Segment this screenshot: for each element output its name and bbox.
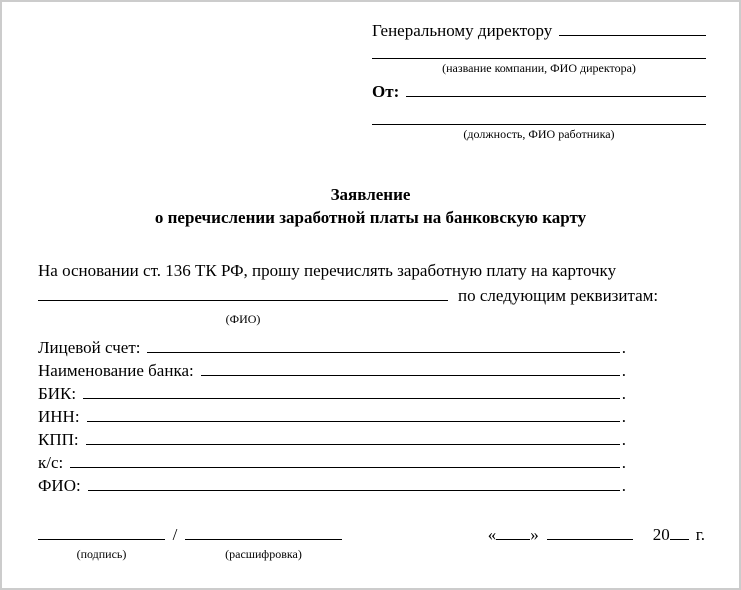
director-name-line [559,35,706,36]
field-row-bik [38,382,626,405]
recipient-from-row [372,76,706,108]
signature-row [38,524,342,546]
bank-name-label: Наименование банка: [38,361,194,380]
body-after-blank: по следующим реквизитам: [458,286,659,305]
fio-blank-line [38,300,448,301]
field-row-kpp [38,428,626,451]
kpp-line [86,444,620,445]
day-line [496,539,530,540]
bik-label: БИК: [38,384,77,403]
signature-captions-row [38,546,342,562]
title-line1: Заявление [330,185,411,204]
bik-suffix: . [621,384,626,403]
from-name-line [406,96,706,97]
fio-suffix: . [621,476,626,495]
transcript-caption: (расшифровка) [225,547,302,561]
bank-name-line [201,375,620,376]
document-title [2,183,739,229]
year-line [670,539,689,540]
ks-line [70,467,619,468]
employee-caption: (должность, ФИО работника) [463,127,615,141]
field-row-ks [38,451,626,474]
requisites-fields [38,336,626,497]
fio-label: ФИО: [38,476,81,495]
inn-suffix: . [621,407,626,426]
month-line [547,539,633,540]
date-block [488,524,705,546]
company-name-line [372,46,706,59]
field-row-inn [38,405,626,428]
signature-block [38,524,342,562]
inn-line [87,421,620,422]
year-prefix: 20 [652,525,670,544]
field-row-account [38,336,626,359]
field-row-fio [38,474,626,497]
body-intro: На основании ст. 136 ТК РФ, прошу перечислять заработную плату на карточку [38,261,617,280]
title-line2: о перечислении заработной платы на банковскую карту [154,208,587,227]
date-open-quote: « [487,525,497,544]
bank-name-suffix: . [621,361,626,380]
company-caption: (название компании, ФИО директора) [442,61,636,75]
inn-label: ИНН: [38,407,80,426]
bik-line [83,398,620,399]
recipient-to-row [372,16,706,46]
account-suffix: . [621,338,626,357]
account-label: Лицевой счет: [38,338,141,357]
body-block [38,259,705,327]
date-close-quote: » [530,525,539,544]
signature-caption: (подпись) [76,547,127,561]
ks-suffix: . [621,453,626,472]
ks-label: к/с: [38,453,64,472]
signature-separator: / [172,525,178,544]
kpp-label: КПП: [38,430,79,449]
employee-name-line [372,108,706,125]
signature-line [38,539,165,540]
to-label: Генеральному директору [372,21,553,40]
caption-gap [165,546,185,562]
from-label: От: [372,82,400,101]
kpp-suffix: . [621,430,626,449]
transcript-line [185,539,342,540]
recipient-block [372,16,706,142]
fio-line [88,490,620,491]
field-row-bank-name [38,359,626,382]
body-fio-row [38,283,705,309]
year-suffix: г. [695,525,705,544]
account-line [147,352,619,353]
footer-block [38,524,705,562]
fio-caption: (ФИО) [225,312,261,326]
